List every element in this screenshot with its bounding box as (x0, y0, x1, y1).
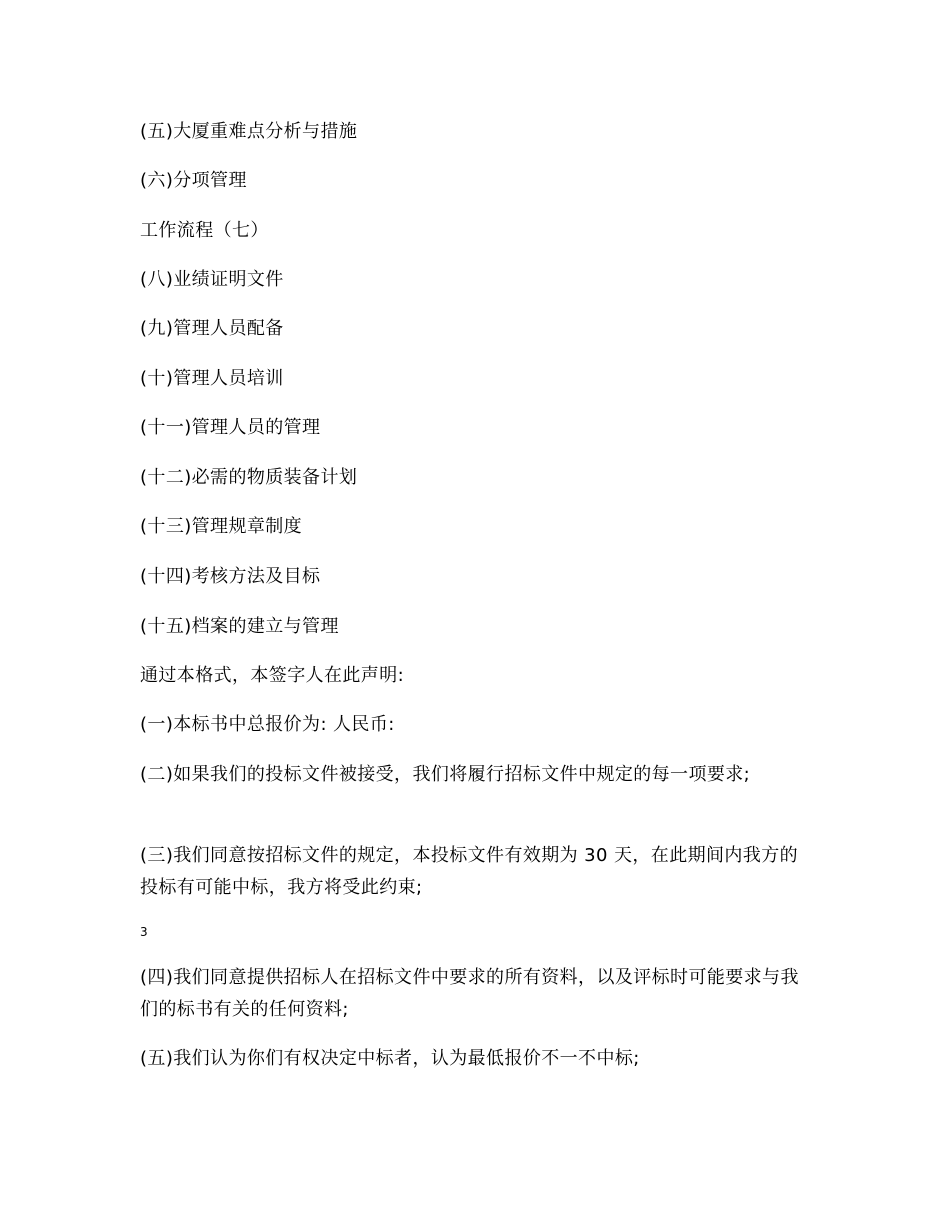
outline-item-9: (九)管理人员配备 (140, 318, 284, 339)
page-number: 3 (140, 925, 148, 939)
outline-item-10: (十)管理人员培训 (140, 368, 284, 389)
declaration-item-4: (四)我们同意提供招标人在招标文件中要求的所有资料，以及评标时可能要求与我们的标书有关的任何资料; (140, 967, 799, 1020)
declaration-item-1: (一)本标书中总报价为: 人民币: (140, 714, 395, 735)
declaration-item-3: (三)我们同意按招标文件的规定，本投标文件有效期为 30 天，在此期间内我方的投标有可能中标，我方将受此约束; (140, 845, 798, 898)
outline-item-13: (十三)管理规章制度 (140, 516, 303, 537)
outline-item-15: (十五)档案的建立与管理 (140, 616, 339, 637)
outline-item-12: (十二)必需的物质装备计划 (140, 467, 358, 488)
declaration-intro: 通过本格式，本签字人在此声明: (140, 665, 405, 686)
outline-item-14: (十四)考核方法及目标 (140, 566, 321, 587)
outline-item-7: 工作流程（七） (140, 220, 269, 241)
outline-item-5: (五)大厦重难点分析与措施 (140, 121, 358, 142)
declaration-item-2: (二)如果我们的投标文件被接受，我们将履行招标文件中规定的每一项要求; (140, 764, 751, 785)
outline-item-8: (八)业绩证明文件 (140, 269, 284, 290)
outline-item-11: (十一)管理人员的管理 (140, 417, 321, 438)
outline-item-6: (六)分项管理 (140, 170, 247, 191)
declaration-item-5: (五)我们认为你们有权决定中标者，认为最低报价不一不中标; (140, 1048, 640, 1069)
